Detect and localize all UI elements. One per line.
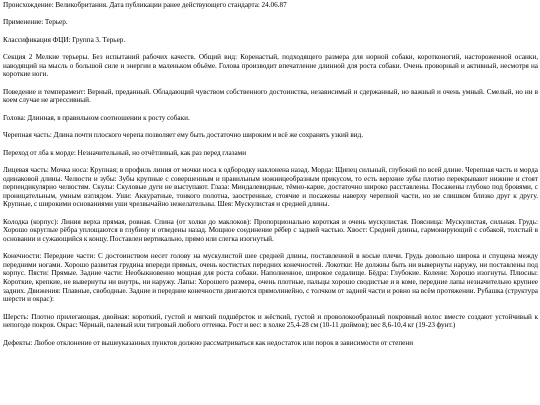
origin-paragraph: Происхождение: Великобритания. Дата публикации ранее действующего стандарта: 24.06.87 <box>3 1 287 9</box>
usage-paragraph: Применение: Терьер. <box>3 18 68 27</box>
body-paragraph: Колодка (корпус): Линия верха прямая, ровная. Спина (от холки до маклоков): Пропорционально короткая и очень мускулистая. Поясница: Мускулистая, сильная. Грудь: Хорошо округлые рёбра уплощаются в глубину и отведены назад. Мощное соединение рёбер с задней частью. Хвост: Средней длины, гармонирующий с собакой, толстый в основании и сужающийся к концу. Поставлен вертикально, прямо или слегка изогнутый. <box>3 217 538 243</box>
fci-classification-paragraph: Классификация ФЦИ: Группа 3. Терьер. <box>3 35 126 44</box>
temperament-paragraph: Поведение и темперамент: Верный, преданный. Обладающий чувством собственного достоинства, независимый и сдержанный, но важный и очень умный. Смелый, но ни в коем случае не агрессивный. <box>3 87 538 105</box>
facial-region-paragraph: Лицевая часть: Мочка носа: Крупная; в профиль линия от мочки носа к одбородку наклонена назад. Морда: Щипец сильный, глубокий по всей длине. Черепная часть и морда одинаковой длины. Челюсти и зубы: Зубы крупные с совершенным и правильным ножницеобразным прикусом, то есть верхние зубы плотно перекрывают нижние и стоят перпендикулярно челюстям. Скулы: Скуловые дуги не выступают. Глаза: Миндалевидные, тёмно-карие, достаточно широко расставлены. Посажены глубоко под бровями, с проницательным, умным взглядом. Уши: Аккуратные, тонкого полотна, заостренные, стоячие и посажены наверху черепной части, но не слишком близко друг к другу. Крупные, с широкими основаниями уши чрезвычайно нежелательны. Шея: Мускулистая и средней длины. <box>3 165 538 209</box>
skull-paragraph: Черепная часть: Длина почти плоского черепа позволяет ему быть достаточно широким и всё же сохранять узкий вид. <box>3 131 364 140</box>
stop-paragraph: Переход от лба к морде: Незначительный, но отчётливый, как раз перед глазами <box>3 148 247 157</box>
faults-paragraph: Дефекты: Любое отклонение от вышеуказанных пунктов должно рассматриваться как недостаток или порок в зависимости от степени <box>3 338 414 347</box>
limbs-paragraph: Конечности: Передние части: С достоинством несет голову на мускулистой шее средней длины, поставленной в косые плечи. Грудь довольно широка и спущена между передними ногами. Хорошо развитая грудина впереди прямых, очень костистых передних конечностей. Локотки: Не должны быть ни вывернуты наружу, ни поставлены под корпус. Пясти: Прямые. Задние части: Необыкновенно мощная для роста собаки. Наполненное, широкое седалище. Бёдра: Глубокие. Колени: Хорошо изогнуты. Плюсны: Короткие, крепкие, не вывернуты ни внутрь, ни наружу. Лапы: Хорошего размера, очень плотные, пальцы хорошо сводистые и в коме, передние лапы незначительно крупнее задних. Движения: Плавные, свободные. Задние и передние конечности двигаются прямолинейно, с толчком от задней части и ровно на всём протяжении. Рубашка (структура шерсти и окрас): <box>3 252 538 304</box>
coat-paragraph: Шерсть: Плотно прилегающая, двойная: короткий, густой и мягкий подшёрсток и жёсткий, густой и проволокообразный покровный волос вместе создают устойчивый к непогоде покров. Окрас: Чёрный, палевый или тигровый любого оттенка. Рост и вес: в холке 25,4-28 см (10-11 дюймов); вес 8,6-10,4 кг (19-23 фунт.) <box>3 312 538 330</box>
general-appearance-paragraph: Секция 2 Мелкие терьеры. Без испытаний рабочих качеств. Общий вид: Коренастый, подходящего размера для норной собаки, коротконогий, настороженной осанки, наводящий на мысль о большой силе и энергии в маленьком объёме. Голова производит впечатление длинной для роста собаки. Очень проворный и активный, несмотря на короткие ноги. <box>3 53 538 79</box>
head-paragraph: Голова: Длинная, в правильном соотношении к росту собаки. <box>3 113 190 122</box>
